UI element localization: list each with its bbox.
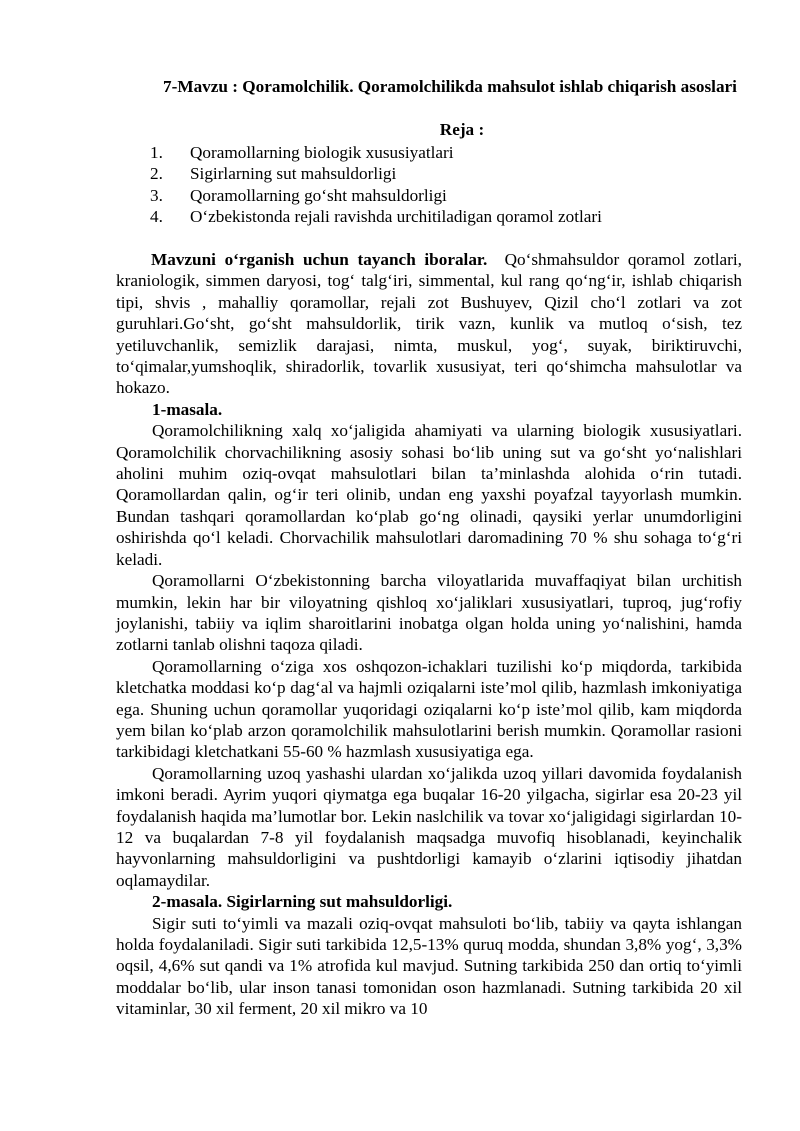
list-item-text: Qoramollarning go‘sht mahsuldorligi	[190, 185, 447, 205]
keywords-paragraph	[116, 249, 742, 399]
list-item-number: 4.	[150, 207, 163, 227]
list-item	[150, 163, 602, 184]
list-item-text: Qoramollarning biologik xususiyatlari	[190, 143, 454, 162]
paragraph: Qoramolchilikning xalq xo‘jaligida ahamiyati va ularning biologik xususiyatlari. Qoramolchilik chorvachilikning asosiy sohasi bo‘lib uning sut va go‘sht yo‘nalishlari aholini muhim oziq-ovqat mahsulotlari bilan ta’minlashda alohida o‘rin tutadi. Qoramollardan qalin, og‘ir teri olinib, undan eng yaxshi poyafzal tayyorlash mumkin. Bundan tashqari qoramollardan ko‘plab go‘ng olinadi, qaysiki yerlar unumdorligini oshirishda qo‘l keladi. Chorvachilik mahsulotlari daromadining 70 % shu sohaga to‘g‘ri keladi.	[116, 421, 742, 569]
list-item-number: 3.	[150, 185, 163, 205]
paragraph: Qoramollarni O‘zbekistonning barcha viloyatlarida muvaffaqiyat bilan urchitish mumkin, lekin har bir viloyatning qishloq xo‘jaliklari xususiyatlari, tuproq, jug‘rofiy joylanishi, tabiiy va iqlim sharoitlarini inobatga olgan holda uning yo‘nalishini, hamda zotlarni tanlab olishni taqoza qiladi.	[116, 571, 742, 655]
list-item-number: 1.	[150, 143, 163, 162]
paragraph: Sigir suti to‘yimli va mazali oziq-ovqat mahsuloti bo‘lib, tabiiy va qayta ishlangan holda foydalaniladi. Sigir suti tarkibida 12,5-13% quruq modda, shundan 3,8% yog‘, 3,3% oqsil, 4,6% sut qandi va 1% atrofida kul mavjud. Sutning tarkibida 250 dan ortiq to‘yimli moddalar bo‘lib, ular inson tanasi tomonidan oson hazmlanadi. Sutning tarkibida 20 xil vitaminlar, 30 xil ferment, 20 xil mikro va 10	[116, 913, 742, 1019]
plan-heading: Reja :	[439, 120, 485, 139]
list-item	[150, 185, 602, 206]
paragraph: Qoramollarning uzoq yashashi ulardan xo‘jalikda uzoq yillari davomida foydalanish imkoni beradi. Ayrim yuqori qiymatga ega buqalar 16-20 yilgacha, sigirlar esa 20-23 yil foydalanish haqida ma’lumotlar bor. Lekin naslchilik va tovar xo‘jaligidagi sigirlardan 10-12 va buqalardan 7-8 yil foydalanish maqsadga muvofiq hisoblanadi, keyinchalik hayvonlarning mahsuldorligini va pushtdorligi kamayib o‘zlarini iqtisodiy jihatdan oqlamaydilar.	[116, 763, 742, 890]
plan-list	[150, 142, 602, 228]
page-title: 7-Mavzu : Qoramolchilik. Qoramolchilikda mahsulot ishlab chiqarish asoslari	[163, 77, 737, 96]
paragraph: Qoramollarning o‘ziga xos oshqozon-ichaklari tuzilishi ko‘p miqdorda, tarkibida kletchatka moddasi ko‘p dag‘al va hajmli oziqalarni iste’mol qilib, hazmlash imkoniyatiga ega. Shuning uchun qoramollar yuqoridagi oziqalarni ko‘p iste’mol qilib, kam miqdorda yem bilan ko‘plab arzon qoramolchilik mahsulotlarini berish mumkin. Qoramollar rasioni tarkibidagi kletchatkani 55-60 % hazmlash xususiyatiga ega.	[116, 656, 742, 762]
section-heading: 1-masala.	[152, 399, 223, 419]
list-item	[150, 142, 602, 163]
list-item-text: O‘zbekistonda rejali ravishda urchitiladigan qoramol zotlari	[190, 207, 602, 227]
document-body	[116, 249, 742, 1020]
section-heading: 2-masala. Sigirlarning sut mahsuldorligi.	[152, 892, 453, 912]
list-item-text: Sigirlarning sut mahsuldorligi	[190, 164, 397, 184]
list-item-number: 2.	[150, 164, 163, 184]
keywords-label: Mavzuni o‘rganish uchun tayanch iboralar.	[151, 250, 488, 269]
keywords-text: Qo‘shmahsuldor qoramol zotlari, kraniologik, simmen daryosi, tog‘ talg‘iri, simmental, kul rang qo‘ng‘ir, ishlab chiqarish tipi, shvis , mahalliy qoramollar, rejali zot Bushuyev, Qizil cho‘l zotlari va zot guruhlari.Go‘sht, go‘sht mahsuldorlik, tirik vazn, kunlik va mutloq o‘sish, tez yetiluvchanlik, semizlik darajasi, nimta, muskul, yog‘, suyak, biriktiruvchi, to‘qimalar,yumshoqlik, shiradorlik, tovarlik xususiyat, teri qo‘shimcha mahsulotlar va hokazo.	[116, 250, 742, 398]
list-item	[150, 206, 602, 227]
